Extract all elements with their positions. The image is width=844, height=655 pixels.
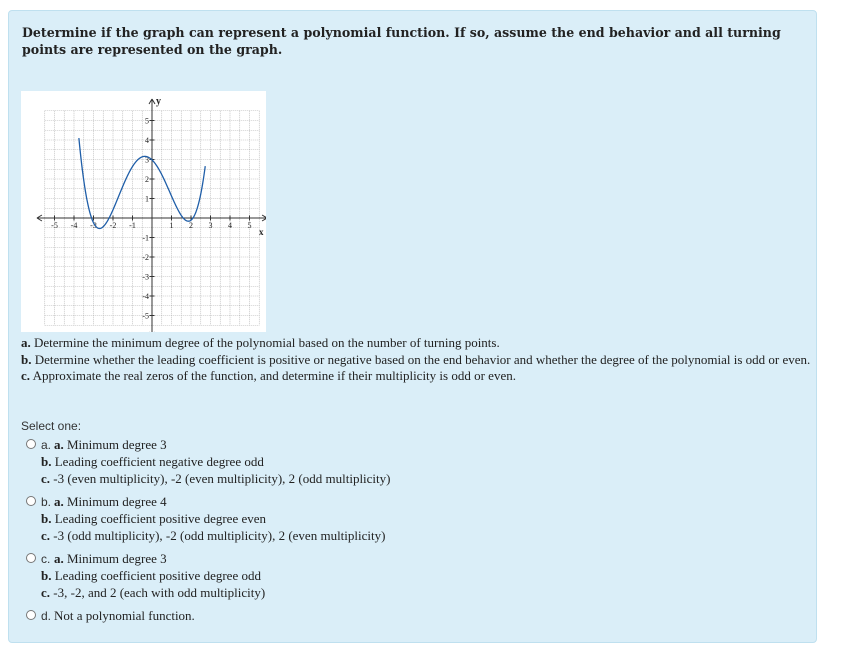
x-axis-label: x	[259, 227, 264, 237]
part-a: a. Determine the minimum degree of the polynomial based on the number of turning points.	[21, 335, 500, 350]
part-b: b. Determine whether the leading coefficient is positive or negative based on the end behavior and whether the degree of the polynomial is odd or even.	[21, 351, 811, 367]
x-tick-label: -4	[70, 221, 78, 230]
option-b-letter: b.	[41, 495, 52, 509]
y-tick-label: 4	[145, 136, 149, 145]
y-tick-label: 2	[145, 175, 149, 184]
option-a-letter: a.	[41, 438, 52, 452]
option-c-line-b: b. Leading coefficient positive degree odd	[41, 568, 261, 583]
option-c-letter: c.	[41, 552, 51, 566]
option-b-line-c: c. -3 (odd multiplicity), -2 (odd multiplicity), 2 (even multiplicity)	[41, 528, 386, 543]
y-tick-label: -4	[142, 292, 149, 301]
radio-option-b[interactable]	[26, 496, 36, 506]
option-b-line-a: a. Minimum degree 4	[54, 494, 167, 509]
y-tick-label: 1	[145, 194, 149, 204]
x-tick-label: 2	[189, 221, 193, 230]
y-tick-label: 5	[145, 116, 149, 126]
radio-option-a[interactable]	[26, 439, 36, 449]
question-card	[8, 10, 817, 643]
radio-option-d[interactable]	[26, 610, 36, 620]
y-tick-label: -2	[142, 253, 149, 262]
question-text: Determine if the graph can represent a polynomial function. If so, assume the end behavior and all turning points are represented on the graph.	[22, 25, 781, 57]
polynomial-graph	[21, 91, 266, 332]
option-a-line-b: b. Leading coefficient negative degree odd	[41, 454, 264, 469]
x-tick-label: 3	[208, 221, 213, 230]
option-d-text: Not a polynomial function.	[54, 608, 195, 623]
radio-option-c[interactable]	[26, 553, 36, 563]
x-tick-label: -5	[51, 221, 58, 230]
x-tick-label: -1	[129, 221, 136, 230]
x-tick-label: 1	[169, 221, 174, 230]
option-c-line-a: a. Minimum degree 3	[54, 551, 167, 566]
y-tick-label: 3	[145, 155, 149, 165]
x-tick-label: -2	[109, 221, 117, 230]
x-tick-label: 5	[247, 221, 252, 230]
y-tick-label: -5	[142, 311, 149, 321]
option-d-letter: d.	[41, 609, 52, 623]
y-tick-label: -1	[142, 233, 149, 243]
part-c: c. Approximate the real zeros of the function, and determine if their multiplicity is odd or even.	[21, 368, 516, 383]
option-b-line-b: b. Leading coefficient positive degree even	[41, 511, 267, 526]
y-tick-label: -3	[142, 272, 149, 282]
option-a-line-a: a. Minimum degree 3	[54, 437, 167, 452]
x-tick-label: -3	[90, 221, 97, 230]
graph-svg	[21, 91, 266, 332]
x-tick-label: 4	[228, 221, 232, 230]
option-a-line-c: c. -3 (even multiplicity), -2 (even multiplicity), 2 (odd multiplicity)	[41, 471, 391, 486]
select-one-label: Select one:	[21, 419, 82, 433]
option-c-line-c: c. -3, -2, and 2 (each with odd multiplicity)	[41, 585, 266, 600]
y-axis-label: y	[156, 96, 161, 107]
question-parts	[21, 335, 811, 385]
